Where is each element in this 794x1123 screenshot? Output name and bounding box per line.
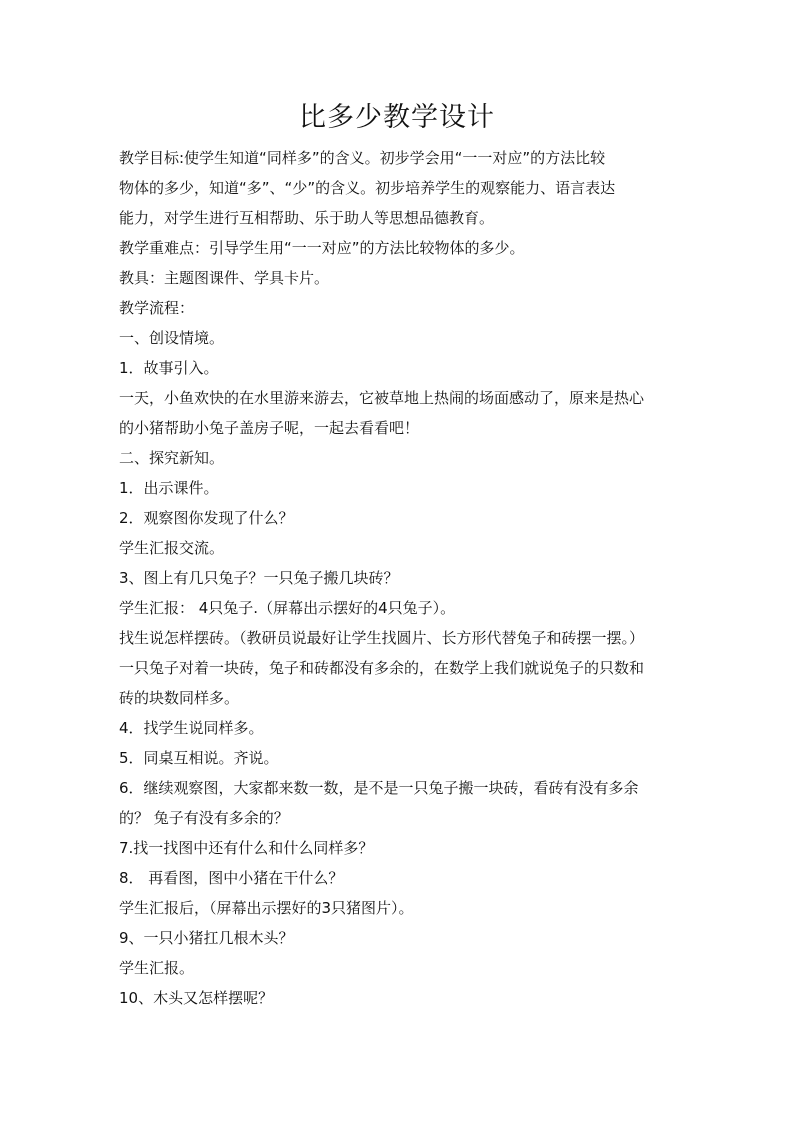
text-line: 物体的多少，知道“多”、“少”的含义。初步培养学生的观察能力、语言表达 [119, 179, 616, 197]
text-line: 找生说怎样摆砖。（教研员说最好让学生找圆片、长方形代替兔子和砖摆一摆。） [119, 629, 645, 647]
text-line: 7.找一找图中还有什么和什么同样多？ [119, 839, 374, 857]
text-line: 学生汇报。 [119, 959, 195, 977]
text-line: 的？ 兔子有没有多余的？ [119, 809, 289, 827]
text-line: 一只兔子对着一块砖，兔子和砖都没有多余的，在数学上我们就说兔子的只数和 [119, 659, 645, 677]
document-title: 比多少教学设计 [299, 102, 495, 133]
text-line: 9、一只小猪扛几根木头？ [119, 929, 294, 947]
text-line: 学生汇报后，（屏幕出示摆好的3只猪图片）。 [119, 899, 414, 917]
text-line: 2．观察图你发现了什么？ [119, 509, 294, 527]
text-line: 8． 再看图，图中小猪在干什么？ [119, 869, 344, 887]
text-line: 10、木头又怎样摆呢？ [119, 989, 274, 1007]
text-line: 1．出示课件。 [119, 479, 219, 497]
text-line: 学生汇报： 4只兔子.（屏幕出示摆好的4只兔子）。 [119, 599, 456, 617]
text-line: 一天，小鱼欢快的在水里游来游去，它被草地上热闹的场面感动了，原来是热心 [119, 389, 645, 407]
text-line: 教学重难点：引导学生用“一一对应”的方法比较物体的多少。 [119, 239, 525, 257]
text-line: 砖的块数同样多。 [119, 689, 240, 707]
text-line: 4．找学生说同样多。 [119, 719, 264, 737]
text-line: 教具：主题图课件、学具卡片。 [119, 269, 330, 287]
document-body [119, 143, 689, 1013]
text-line: 6．继续观察图，大家都来数一数，是不是一只兔子搬一块砖，看砖有没有多余 [119, 779, 639, 797]
text-line: 一、创设情境。 [119, 329, 225, 347]
text-line: 教学目标:使学生知道“同样多”的含义。初步学会用“一一对应”的方法比较 [119, 149, 606, 167]
text-line: 1．故事引入。 [119, 359, 219, 377]
text-line: 5．同桌互相说。齐说。 [119, 749, 279, 767]
text-line: 3、图上有几只兔子？一只兔子搬几块砖？ [119, 569, 399, 587]
text-line: 能力，对学生进行互相帮助、乐于助人等思想品德教育。 [119, 209, 495, 227]
text-line: 学生汇报交流。 [119, 539, 225, 557]
text-line: 教学流程： [119, 299, 195, 317]
text-line: 的小猪帮助小兔子盖房子呢，一起去看看吧！ [119, 419, 420, 437]
text-line: 二、探究新知。 [119, 449, 225, 467]
